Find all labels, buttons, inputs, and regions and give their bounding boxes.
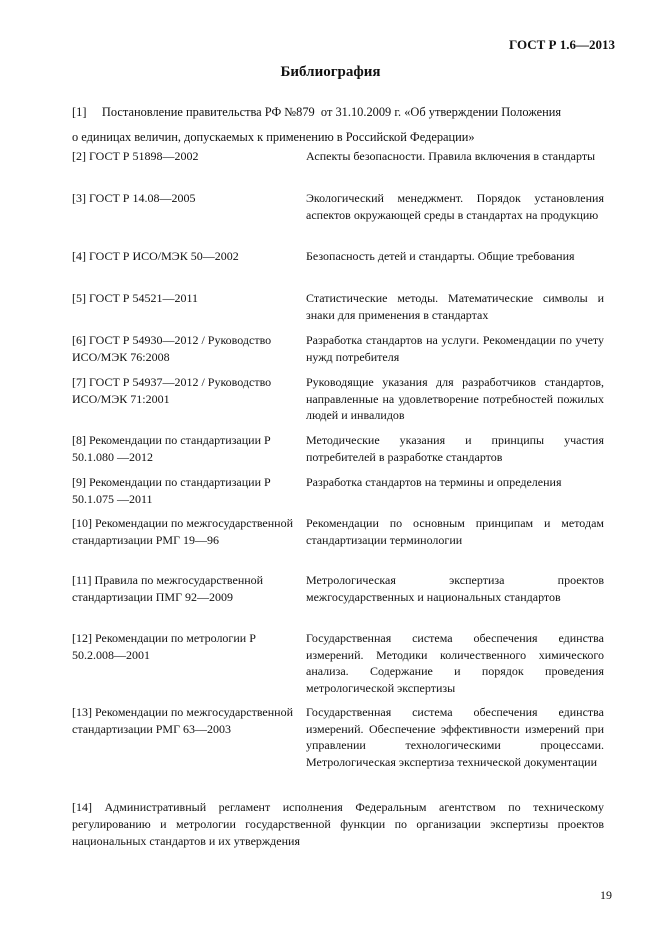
entry-reference: [5] ГОСТ Р 54521—2011: [72, 291, 199, 305]
entry-reference: [7] ГОСТ Р 54937—2012 / Руководство ИСО/МЭК 71:2001: [72, 375, 272, 406]
entry-description: Статистические методы. Математические символы и знаки для применения в стандартах: [306, 291, 604, 322]
entry-reference: [4] ГОСТ Р ИСО/МЭК 50—2002: [72, 249, 239, 263]
entry-reference: [12] Рекомендации по метрологии Р 50.2.008—2001: [72, 631, 256, 662]
entry-description: Экологический менеджмент. Порядок установления аспектов окружающей среды в стандартах на продукцию: [306, 191, 604, 222]
entry-description: Разработка стандартов на термины и определения: [306, 475, 562, 489]
bibliography-entry-1: [72, 100, 604, 150]
entry-description: Разработка стандартов на услуги. Рекомендации по учету нужд потребителя: [306, 333, 604, 364]
entry-description: Руководящие указания для разработчиков стандартов, направленные на удовлетворение потребностей пожилых людей и инвалидов: [306, 375, 604, 422]
entry-reference: [13] Рекомендации по межгосударственной стандартизации РМГ 63—2003: [72, 705, 294, 736]
entry-description: Государственная система обеспечения единства измерений. Обеспечение эффективности измерений при управлении технологическими процессами. Метрологическая экспертиза технической документации: [306, 705, 604, 769]
entry-description: Государственная система обеспечения единства измерений. Методики количественного химического анализа. Содержание и порядок проведения метрологической экспертизы: [306, 631, 604, 695]
entry-reference: [3] ГОСТ Р 14.08—2005: [72, 191, 196, 205]
entry-reference: [10] Рекомендации по межгосударственной стандартизации РМГ 19—96: [72, 516, 294, 547]
entry-description: Аспекты безопасности. Правила включения в стандарты: [306, 149, 596, 163]
bibliography-entry-14: [14] Административный регламент исполнения Федеральным агентством по техническому регулированию и метрологии государственной функции по организации экспертизы проектов национальных стандартов и их утверждения: [72, 800, 604, 848]
page-number: 19: [600, 888, 612, 902]
document-code: ГОСТ Р 1.6—2013: [509, 37, 615, 52]
entry-reference: [11] Правила по межгосударственной стандартизации ПМГ 92—2009: [72, 573, 264, 604]
entry-reference: [2] ГОСТ Р 51898—2002: [72, 149, 199, 163]
entry-1-line-2: о единицах величин, допускаемых к применению в Российской Федерации»: [72, 130, 475, 144]
entry-description: Метрологическая экспертиза проектов межгосударственных и национальных стандартов: [306, 573, 604, 604]
entry-reference: [8] Рекомендации по стандартизации Р 50.1.080 —2012: [72, 433, 271, 464]
entry-description: Рекомендации по основным принципам и методам стандартизации терминологии: [306, 516, 604, 547]
entry-reference: [9] Рекомендации по стандартизации Р 50.1.075 —2011: [72, 475, 271, 506]
entry-reference: [6] ГОСТ Р 54930—2012 / Руководство ИСО/МЭК 76:2008: [72, 333, 272, 364]
page-title: Библиография: [280, 64, 381, 80]
entry-description: Методические указания и принципы участия потребителей в разработке стандартов: [306, 433, 604, 464]
entry-description: Безопасность детей и стандарты. Общие требования: [306, 249, 575, 263]
entry-1-line-1: [1] Постановление правительства РФ №879 от 31.10.2009 г. «Об утверждении Положения: [72, 105, 562, 119]
